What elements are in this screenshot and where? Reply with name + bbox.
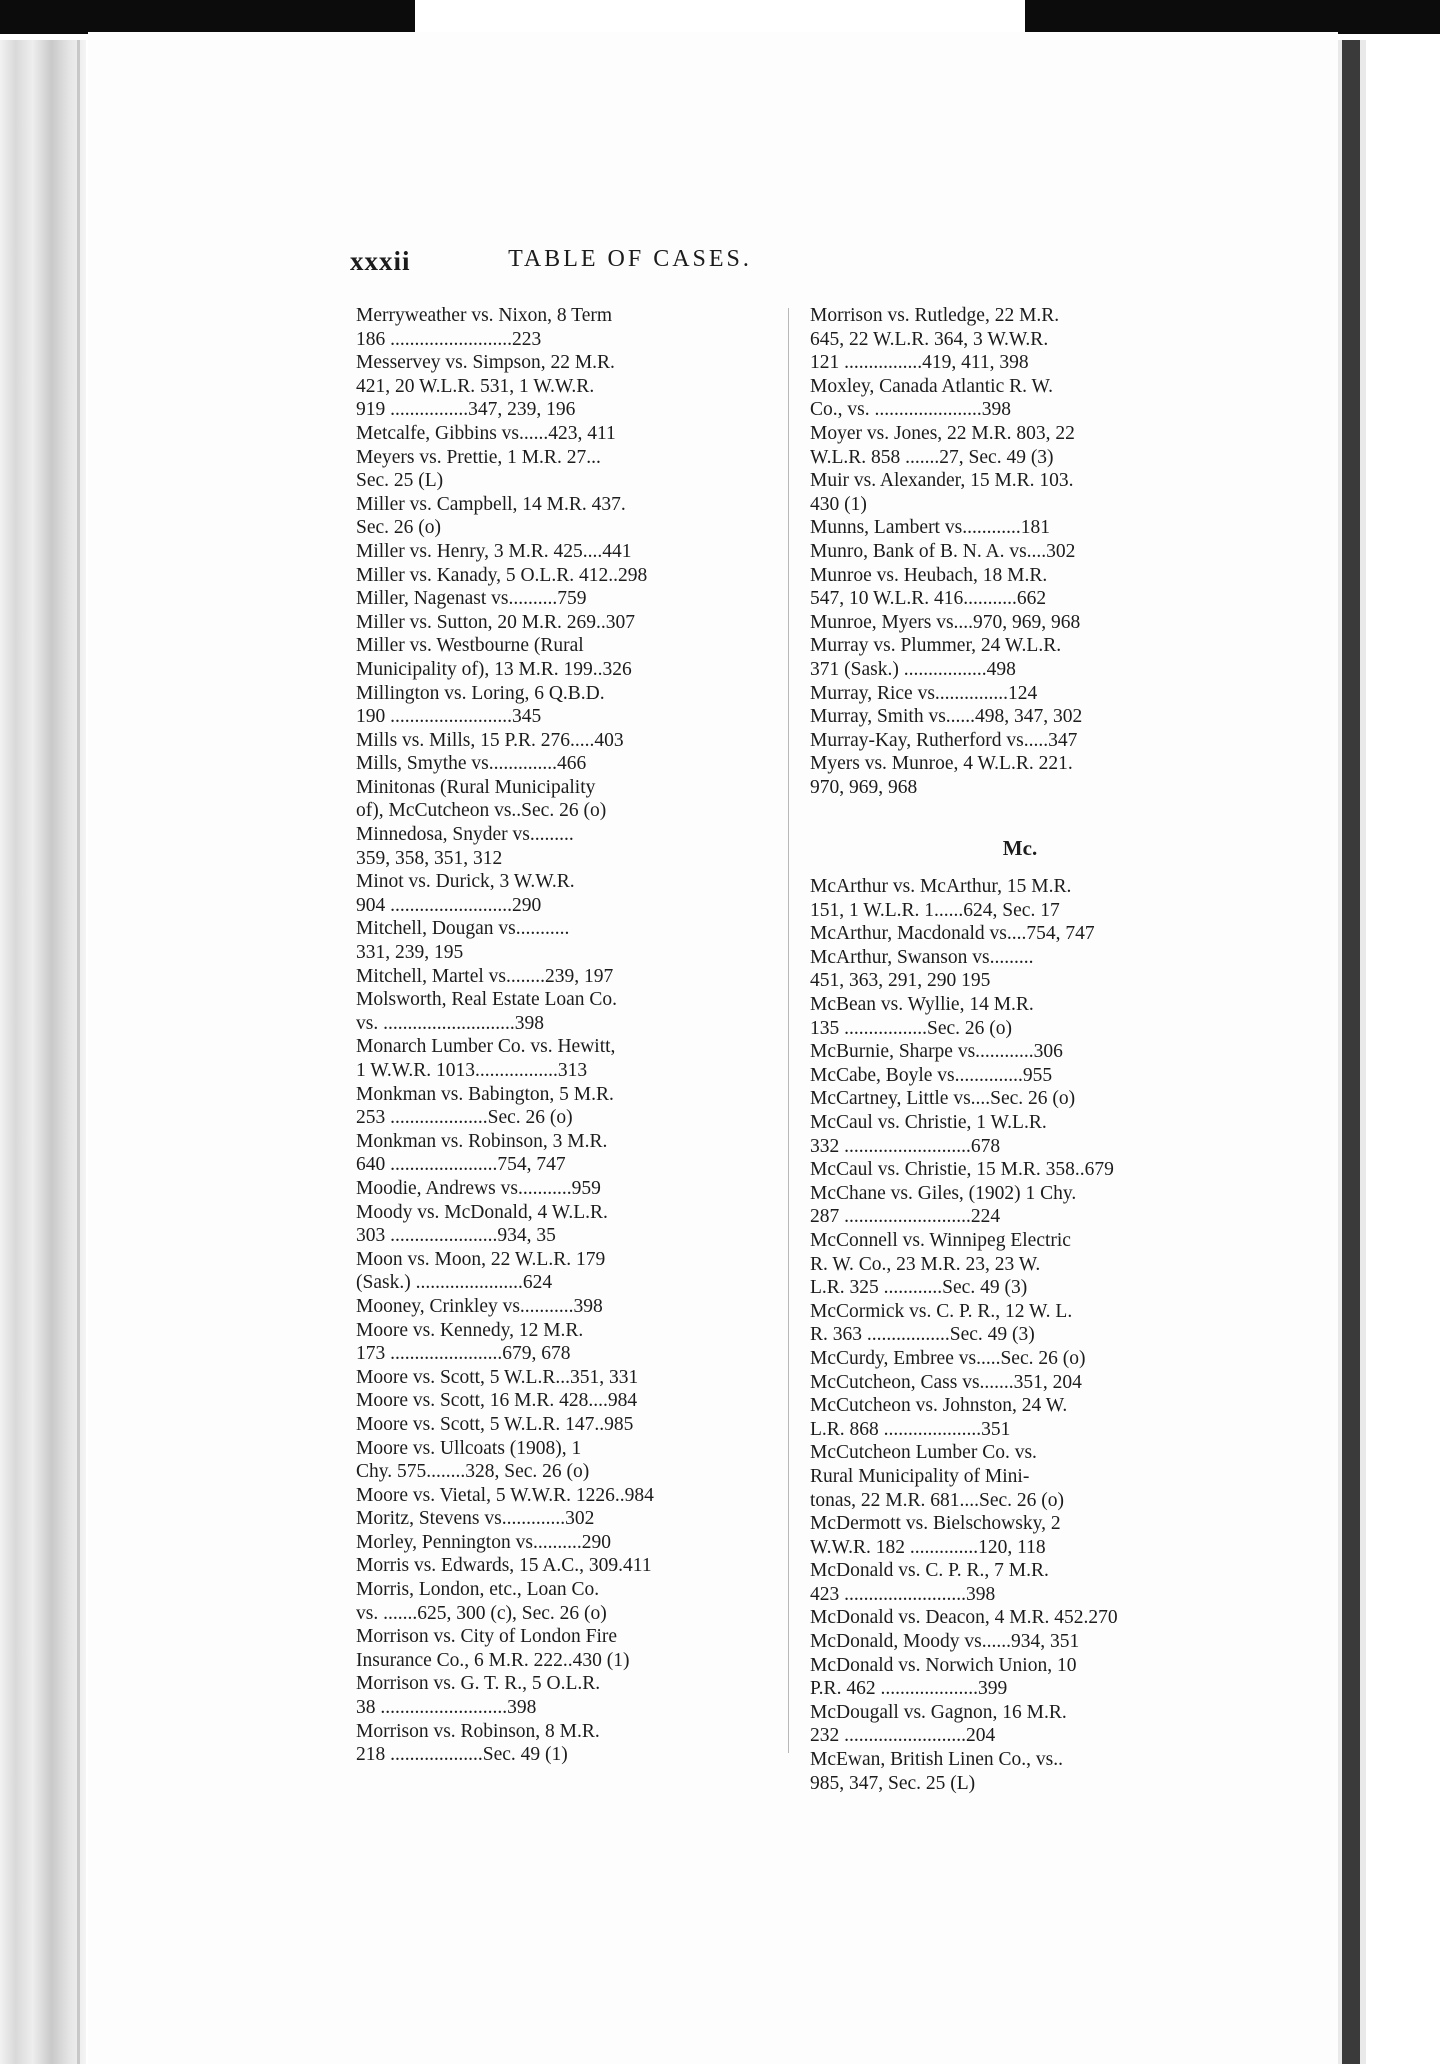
case-entry-line: McDougall vs. Gagnon, 16 M.R.	[810, 1701, 1067, 1723]
case-entry-line: Moore vs. Scott, 5 W.L.R...351, 331	[356, 1366, 639, 1388]
case-entry-line: 451, 363, 291, 290 195	[810, 970, 991, 992]
case-entry	[810, 516, 1230, 540]
case-entry-line: Co., vs. ......................398	[810, 399, 1011, 421]
case-entry-line: Murray, Rice vs...............124	[810, 682, 1038, 704]
case-entry-line: 645, 22 W.L.R. 364, 3 W.W.R.	[810, 328, 1049, 350]
case-entry-line: Monkman vs. Babington, 5 M.R.	[356, 1083, 614, 1105]
case-entry-line: 331, 239, 195	[356, 942, 464, 964]
case-entry	[810, 1064, 1230, 1088]
case-entry-line: Sec. 26 (o)	[356, 517, 442, 539]
case-entry-line: 421, 20 W.L.R. 531, 1 W.W.R.	[356, 375, 595, 397]
case-entry	[810, 1087, 1230, 1111]
case-entry-line: 186 .........................223	[356, 328, 542, 350]
case-entry	[356, 1248, 776, 1295]
case-entry	[356, 1413, 776, 1437]
case-entry-line: Murray-Kay, Rutherford vs.....347	[810, 729, 1078, 751]
case-entry-line: W.L.R. 858 .......27, Sec. 49 (3)	[810, 446, 1054, 468]
case-entry	[810, 1040, 1230, 1064]
case-entry-line: 218 ...................Sec. 49 (1)	[356, 1744, 568, 1766]
case-entry-line: Miller vs. Campbell, 14 M.R. 437.	[356, 493, 626, 515]
case-entry-line: Moore vs. Scott, 5 W.L.R. 147..985	[356, 1413, 634, 1435]
case-entry-line: 359, 358, 351, 312	[356, 847, 503, 869]
case-entry	[356, 634, 776, 681]
case-entry-line: Mills, Smythe vs..............466	[356, 753, 587, 775]
case-entry	[810, 682, 1230, 706]
case-entry-line: vs. ...........................398	[356, 1012, 544, 1034]
case-entry	[356, 1531, 776, 1555]
case-entry	[810, 1371, 1230, 1395]
case-entry-line: 1 W.W.R. 1013.................313	[356, 1060, 588, 1081]
case-entry-line: Minitonas (Rural Municipality	[356, 776, 596, 798]
case-entry-line: Morrison vs. Rutledge, 22 M.R.	[810, 305, 1060, 326]
case-entry-line: W.W.R. 182 ..............120, 118	[810, 1536, 1046, 1558]
case-entry-line: 303 ......................934, 35	[356, 1225, 556, 1247]
case-entry	[356, 1625, 776, 1672]
case-entry-line: 430 (1)	[810, 493, 867, 515]
case-entry	[810, 705, 1230, 729]
case-entry	[810, 729, 1230, 753]
left-column	[356, 304, 776, 1767]
case-entry	[356, 870, 776, 917]
case-entry-line: 38 ..........................398	[356, 1697, 537, 1719]
case-entry-line: Moodie, Andrews vs...........959	[356, 1177, 601, 1199]
case-entry	[810, 1512, 1230, 1559]
case-entry	[810, 875, 1230, 922]
case-entry-line: McDonald, Moody vs......934, 351	[810, 1631, 1080, 1653]
case-entry-line: 287 ..........................224	[810, 1206, 1001, 1228]
case-entry-line: Insurance Co., 6 M.R. 222..430 (1)	[356, 1649, 630, 1671]
case-entry	[356, 1035, 776, 1082]
case-entry-line: Morrison vs. City of London Fire	[356, 1626, 618, 1648]
case-entry	[356, 1578, 776, 1625]
case-entry-line: McCurdy, Embree vs.....Sec. 26 (o)	[810, 1347, 1086, 1369]
case-entry-line: 332 ..........................678	[810, 1135, 1001, 1157]
book-spine	[1342, 40, 1360, 2064]
case-entry-line: McBean vs. Wyllie, 14 M.R.	[810, 994, 1034, 1016]
case-entry-line: McArthur, Swanson vs.........	[810, 946, 1034, 968]
case-entry-line: McCutcheon Lumber Co. vs.	[810, 1442, 1037, 1464]
case-entry-line: McCabe, Boyle vs..............955	[810, 1064, 1053, 1086]
case-entry-line: McCaul vs. Christie, 1 W.L.R.	[810, 1112, 1047, 1133]
case-entry-line: Monarch Lumber Co. vs. Hewitt,	[356, 1036, 616, 1058]
case-entry-line: 985, 347, Sec. 25 (L)	[810, 1772, 976, 1794]
case-entry-line: Moxley, Canada Atlantic R. W.	[810, 375, 1053, 397]
case-entry	[810, 469, 1230, 516]
case-entry-line: McChane vs. Giles, (1902) 1 Chy.	[810, 1182, 1077, 1204]
case-entry-line: Minot vs. Durick, 3 W.W.R.	[356, 871, 575, 893]
scan-margin-right	[1366, 40, 1440, 2064]
case-entry	[810, 1701, 1230, 1748]
case-entry-line: McCaul vs. Christie, 15 M.R. 358..679	[810, 1159, 1114, 1181]
case-entry-line: 190 .........................345	[356, 706, 542, 728]
case-entry-line: Miller vs. Henry, 3 M.R. 425....441	[356, 540, 632, 562]
case-entry-line: McConnell vs. Winnipeg Electric	[810, 1229, 1071, 1251]
case-entry-line: Munro, Bank of B. N. A. vs....302	[810, 540, 1076, 562]
case-entry-line: Chy. 575........328, Sec. 26 (o)	[356, 1461, 590, 1483]
case-entry-line: 173 .......................679, 678	[356, 1343, 571, 1365]
case-entry	[810, 1654, 1230, 1701]
case-entry-line: Moritz, Stevens vs.............302	[356, 1508, 595, 1530]
case-entry-line: Moody vs. McDonald, 4 W.L.R.	[356, 1201, 608, 1223]
case-entry-line: Morrison vs. G. T. R., 5 O.L.R.	[356, 1673, 601, 1695]
case-entry-line: McBurnie, Sharpe vs............306	[810, 1041, 1063, 1063]
page-header	[350, 246, 910, 276]
case-entry	[356, 1484, 776, 1508]
case-entry-line: Rural Municipality of Mini-	[810, 1465, 1030, 1487]
case-entry	[356, 752, 776, 776]
case-entry	[810, 422, 1230, 469]
case-entry-line: 970, 969, 968	[810, 776, 918, 798]
case-entry-line: Murray, Smith vs......498, 347, 302	[810, 706, 1083, 728]
case-entry-line: of), McCutcheon vs..Sec. 26 (o)	[356, 800, 607, 822]
case-entry-line: Morris vs. Edwards, 15 A.C., 309.411	[356, 1555, 652, 1577]
case-entry	[356, 1319, 776, 1366]
section-heading-mc: Mc.	[1002, 836, 1038, 861]
case-entry-line: Moore vs. Scott, 16 M.R. 428....984	[356, 1390, 638, 1412]
case-entry-line: Miller vs. Westbourne (Rural	[356, 635, 584, 657]
case-entry	[810, 1630, 1230, 1654]
case-entry	[356, 1720, 776, 1767]
case-entry	[810, 304, 1230, 375]
case-entry-line: McDonald vs. Deacon, 4 M.R. 452.270	[810, 1607, 1118, 1629]
case-entry-line: Miller, Nagenast vs..........759	[356, 588, 587, 610]
case-entry-line: 253 ....................Sec. 26 (o)	[356, 1107, 573, 1129]
case-entry	[356, 611, 776, 635]
case-entry	[810, 375, 1230, 422]
case-entry	[356, 1672, 776, 1719]
case-entry	[810, 611, 1230, 635]
case-entry	[356, 304, 776, 351]
case-entry-line: Messervey vs. Simpson, 22 M.R.	[356, 352, 615, 374]
case-entry-line: Mooney, Crinkley vs...........398	[356, 1295, 603, 1317]
case-entry	[810, 1559, 1230, 1606]
case-entry	[356, 1366, 776, 1390]
case-entry-line: McArthur, Macdonald vs....754, 747	[810, 923, 1095, 945]
case-entry	[356, 422, 776, 446]
case-entry-line: Mitchell, Dougan vs...........	[356, 918, 570, 940]
case-entry-line: R. 363 .................Sec. 49 (3)	[810, 1324, 1035, 1346]
case-entry-line: Murray vs. Plummer, 24 W.L.R.	[810, 635, 1062, 657]
case-entry-line: Moore vs. Vietal, 5 W.W.R. 1226..984	[356, 1484, 654, 1506]
case-entry-line: Morris, London, etc., Loan Co.	[356, 1579, 600, 1601]
case-entry	[810, 1111, 1230, 1158]
case-entry-line: Mills vs. Mills, 15 P.R. 276.....403	[356, 729, 624, 751]
case-entry	[356, 1201, 776, 1248]
case-entry	[356, 1437, 776, 1484]
case-entry-line: McCormick vs. C. P. R., 12 W. L.	[810, 1300, 1073, 1322]
case-entry-line: L.R. 868 ....................351	[810, 1418, 1011, 1440]
case-entry-line: McDermott vs. Bielschowsky, 2	[810, 1513, 1061, 1535]
case-entry	[356, 1507, 776, 1531]
column-divider	[788, 308, 789, 1753]
case-entry-line: 904 .........................290	[356, 894, 542, 916]
case-entry-line: 121 ................419, 411, 398	[810, 352, 1029, 374]
right-column-m-entries	[810, 304, 1230, 799]
case-entry	[810, 634, 1230, 681]
case-entry	[356, 988, 776, 1035]
case-entry	[810, 946, 1230, 993]
case-entry-line: 151, 1 W.L.R. 1......624, Sec. 17	[810, 899, 1060, 921]
case-entry-line: Miller vs. Sutton, 20 M.R. 269..307	[356, 611, 635, 633]
case-entry-line: Monkman vs. Robinson, 3 M.R.	[356, 1130, 608, 1152]
case-entry-line: Myers vs. Munroe, 4 W.L.R. 221.	[810, 753, 1073, 775]
case-entry-line: (Sask.) ......................624	[356, 1272, 553, 1294]
case-entry-line: McCutcheon vs. Johnston, 24 W.	[810, 1395, 1068, 1417]
case-entry-line: Municipality of), 13 M.R. 199..326	[356, 658, 632, 680]
case-entry	[356, 540, 776, 564]
case-entry-line: 547, 10 W.L.R. 416...........662	[810, 588, 1047, 610]
case-entry	[356, 1177, 776, 1201]
case-entry-line: 640 ......................754, 747	[356, 1154, 566, 1176]
scan-black-bar	[0, 0, 415, 34]
case-entry-line: McCutcheon, Cass vs.......351, 204	[810, 1371, 1082, 1393]
case-entry-line: McArthur vs. McArthur, 15 M.R.	[810, 876, 1072, 898]
case-entry-line: tonas, 22 M.R. 681....Sec. 26 (o)	[810, 1489, 1065, 1511]
case-entry	[810, 1441, 1230, 1512]
case-entry	[356, 917, 776, 964]
case-entry-line: Meyers vs. Prettie, 1 M.R. 27...	[356, 446, 601, 468]
case-entry	[356, 446, 776, 493]
case-entry-line: Mitchell, Martel vs........239, 197	[356, 965, 614, 987]
case-entry	[356, 1295, 776, 1319]
case-entry-line: Moyer vs. Jones, 22 M.R. 803, 22	[810, 422, 1075, 444]
case-entry	[356, 1130, 776, 1177]
case-entry-line: Merryweather vs. Nixon, 8 Term	[356, 305, 613, 326]
case-entry	[810, 922, 1230, 946]
right-column-mc-entries	[810, 875, 1230, 1795]
case-entry-line: 919 ................347, 239, 196	[356, 399, 576, 421]
case-entry	[356, 823, 776, 870]
case-entry	[810, 1158, 1230, 1182]
case-entry-line: Molsworth, Real Estate Loan Co.	[356, 989, 618, 1011]
case-entry-line: Minnedosa, Snyder vs.........	[356, 824, 574, 846]
case-entry-line: 232 .........................204	[810, 1725, 996, 1747]
case-entry	[356, 351, 776, 422]
running-head: TABLE OF CASES.	[508, 246, 752, 272]
book-edge-left	[0, 40, 86, 2064]
case-entry-line: vs. .......625, 300 (c), Sec. 26 (o)	[356, 1602, 607, 1624]
case-entry-line: Sec. 25 (L)	[356, 470, 444, 492]
case-entry	[356, 587, 776, 611]
case-entry	[356, 564, 776, 588]
case-entry	[810, 540, 1230, 564]
case-entry	[810, 1606, 1230, 1630]
case-entry	[356, 776, 776, 823]
case-entry-line: Morrison vs. Robinson, 8 M.R.	[356, 1720, 600, 1742]
case-entry-line: Metcalfe, Gibbins vs......423, 411	[356, 422, 616, 444]
case-entry-line: Muir vs. Alexander, 15 M.R. 103.	[810, 470, 1074, 492]
case-entry	[356, 729, 776, 753]
case-entry-line: Moore vs. Ullcoats (1908), 1	[356, 1437, 582, 1459]
case-entry-line: L.R. 325 ............Sec. 49 (3)	[810, 1277, 1028, 1299]
case-entry-line: Miller vs. Kanady, 5 O.L.R. 412..298	[356, 564, 648, 586]
case-entry-line: 423 .........................398	[810, 1583, 996, 1605]
case-entry-line: Millington vs. Loring, 6 Q.B.D.	[356, 682, 605, 704]
case-entry	[810, 1394, 1230, 1441]
case-entry-line: McEwan, British Linen Co., vs..	[810, 1749, 1063, 1771]
case-entry	[810, 752, 1230, 799]
case-entry	[810, 1182, 1230, 1229]
case-entry	[356, 1083, 776, 1130]
case-entry-line: P.R. 462 ....................399	[810, 1678, 1008, 1700]
case-entry	[810, 564, 1230, 611]
case-entry	[810, 993, 1230, 1040]
case-entry	[356, 682, 776, 729]
case-entry-line: 371 (Sask.) .................498	[810, 658, 1016, 680]
case-entry-line: Moore vs. Kennedy, 12 M.R.	[356, 1319, 584, 1341]
case-entry-line: Munroe, Myers vs....970, 969, 968	[810, 611, 1081, 633]
case-entry	[356, 965, 776, 989]
case-entry	[356, 1554, 776, 1578]
case-entry	[810, 1229, 1230, 1300]
right-column	[810, 304, 1230, 1795]
case-entry-line: McDonald vs. C. P. R., 7 M.R.	[810, 1560, 1049, 1582]
case-entry	[356, 1389, 776, 1413]
case-entry-line: R. W. Co., 23 M.R. 23, 23 W.	[810, 1253, 1041, 1275]
case-entry-line: Morley, Pennington vs..........290	[356, 1531, 611, 1553]
case-entry	[356, 493, 776, 540]
case-entry	[810, 1300, 1230, 1347]
scan-black-bar	[1025, 0, 1440, 34]
case-entry-line: 135 .................Sec. 26 (o)	[810, 1017, 1013, 1039]
case-entry-line: McDonald vs. Norwich Union, 10	[810, 1654, 1077, 1676]
case-entry	[810, 1347, 1230, 1371]
case-entry-line: Moon vs. Moon, 22 W.L.R. 179	[356, 1248, 606, 1270]
case-entry	[810, 1748, 1230, 1795]
case-entry-line: McCartney, Little vs....Sec. 26 (o)	[810, 1088, 1076, 1110]
case-entry-line: Munroe vs. Heubach, 18 M.R.	[810, 564, 1048, 586]
page-number: xxxii	[350, 246, 411, 276]
case-entry-line: Munns, Lambert vs............181	[810, 517, 1050, 539]
